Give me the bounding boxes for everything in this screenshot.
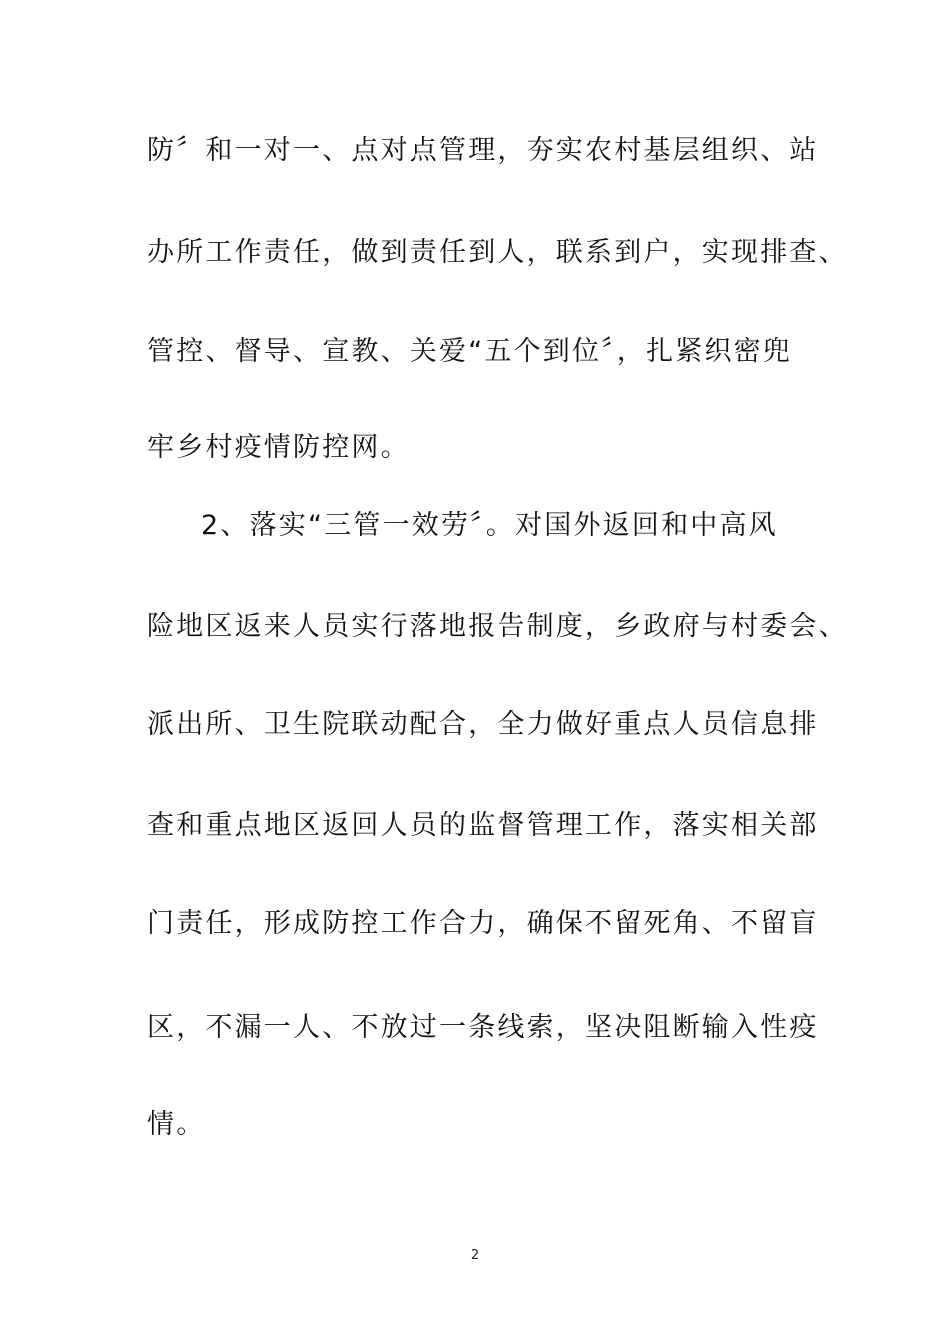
text-line: 派出所、卫生院联动配合，全力做好重点人员信息排 <box>147 709 819 740</box>
text-line: 办所工作责任，做到责任到人，联系到户，实现排查、 <box>147 237 848 268</box>
text-line: 牢乡村疫情防控网。 <box>147 432 410 463</box>
page-number: 2 <box>470 1248 480 1263</box>
text-line: 情。 <box>147 1109 206 1140</box>
text-line: 区，不漏一人、不放过一条线索，坚决阻断输入性疫 <box>147 1012 819 1043</box>
text-line: 防〞和一对一、点对点管理，夯实农村基层组织、站 <box>147 135 819 166</box>
text-line: 查和重点地区返回人员的监督管理工作，落实相关部 <box>147 810 819 841</box>
text-line: 管控、督导、宣教、关爱“五个到位〞，扎紧织密兜 <box>147 336 793 367</box>
text-line: 险地区返来人员实行落地报告制度，乡政府与村委会、 <box>147 611 848 642</box>
paragraph-start-line: 2、落实“三管一效劳〞。对国外返回和中高风 <box>201 510 778 541</box>
text-line: 门责任，形成防控工作合力，确保不留死角、不留盲 <box>147 908 819 939</box>
